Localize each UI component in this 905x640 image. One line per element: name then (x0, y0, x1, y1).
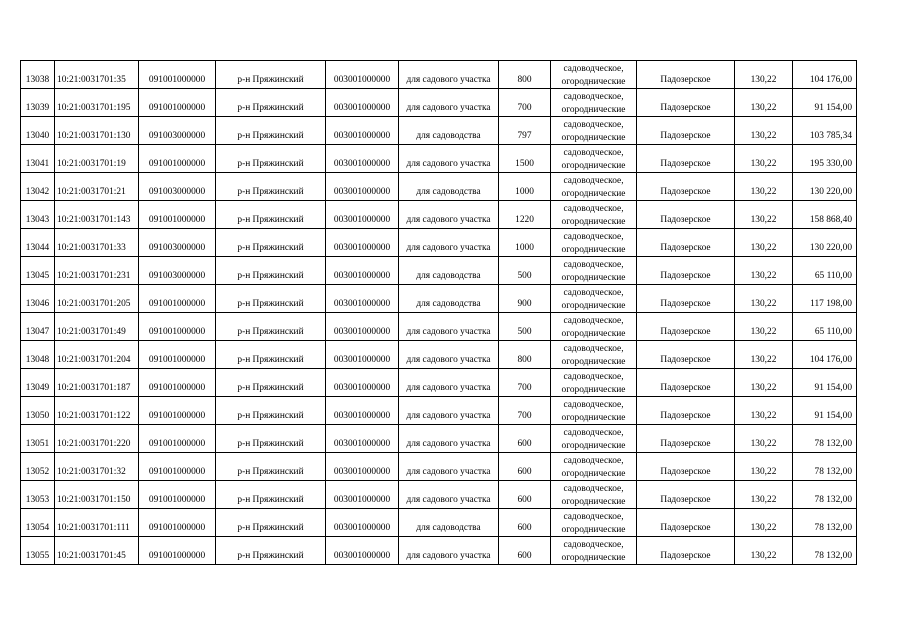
cell-row-number: 13038 (21, 61, 55, 89)
table-row (21, 285, 857, 313)
cell-okato-code: 091001000000 (139, 89, 216, 117)
cell-okato-code: 091001000000 (139, 509, 216, 537)
table-row (21, 369, 857, 397)
cell-settlement: Падозерское (637, 397, 735, 425)
table-row (21, 173, 857, 201)
cell-permitted-use: для садового участка (399, 537, 499, 565)
cell-permitted-use: для садового участка (399, 453, 499, 481)
table-row (21, 425, 857, 453)
cell-okato-code: 091003000000 (139, 117, 216, 145)
cell-cadastral-number: 10:21:0031701:195 (55, 89, 139, 117)
cell-row-number: 13043 (21, 201, 55, 229)
cell-category-code: 003001000000 (326, 229, 399, 257)
cell-district: р-н Пряжинский (216, 537, 326, 565)
cell-district: р-н Пряжинский (216, 481, 326, 509)
cell-cadastral-number: 10:21:0031701:130 (55, 117, 139, 145)
cell-row-number: 13054 (21, 509, 55, 537)
cell-cadastral-value: 130 220,00 (793, 173, 857, 201)
cell-land-category (551, 89, 637, 117)
cell-land-category (551, 145, 637, 173)
table-row (21, 313, 857, 341)
cell-land-category (551, 425, 637, 453)
cell-area: 600 (499, 481, 551, 509)
cell-settlement: Падозерское (637, 61, 735, 89)
cell-category-code: 003001000000 (326, 481, 399, 509)
land-category-line-2: огороднические (561, 384, 626, 395)
land-category-line-2: огороднические (561, 160, 626, 171)
table-row (21, 257, 857, 285)
land-category-line-1: садоводческое, (563, 512, 624, 522)
cell-cadastral-number: 10:21:0031701:143 (55, 201, 139, 229)
cell-category-code: 003001000000 (326, 453, 399, 481)
cell-cadastral-number: 10:21:0031701:231 (55, 257, 139, 285)
cell-cadastral-number: 10:21:0031701:205 (55, 285, 139, 313)
cell-cadastral-number: 10:21:0031701:187 (55, 369, 139, 397)
table-row (21, 453, 857, 481)
land-category-line-2: огороднические (561, 216, 626, 227)
cell-area: 1000 (499, 229, 551, 257)
land-category-line-2: огороднические (561, 300, 626, 311)
cell-district: р-н Пряжинский (216, 257, 326, 285)
cell-cadastral-rate: 130,22 (735, 509, 793, 537)
cell-settlement: Падозерское (637, 173, 735, 201)
table-row (21, 341, 857, 369)
cell-area: 600 (499, 425, 551, 453)
cell-settlement: Падозерское (637, 369, 735, 397)
land-category-line-2: огороднические (561, 552, 626, 563)
cell-category-code: 003001000000 (326, 257, 399, 285)
cell-cadastral-value: 103 785,34 (793, 117, 857, 145)
land-category-line-2: огороднические (561, 328, 626, 339)
table-row (21, 537, 857, 565)
cell-district: р-н Пряжинский (216, 313, 326, 341)
cell-district: р-н Пряжинский (216, 425, 326, 453)
cell-area: 700 (499, 369, 551, 397)
land-category-line-1: садоводческое, (563, 316, 624, 326)
cell-land-category (551, 481, 637, 509)
cell-okato-code: 091001000000 (139, 453, 216, 481)
cell-cadastral-value: 130 220,00 (793, 229, 857, 257)
cell-district: р-н Пряжинский (216, 341, 326, 369)
cell-okato-code: 091001000000 (139, 61, 216, 89)
cell-permitted-use: для садового участка (399, 425, 499, 453)
cell-district: р-н Пряжинский (216, 397, 326, 425)
land-category-line-1: садоводческое, (563, 372, 624, 382)
cell-okato-code: 091001000000 (139, 481, 216, 509)
cell-cadastral-number: 10:21:0031701:35 (55, 61, 139, 89)
cell-settlement: Падозерское (637, 537, 735, 565)
cell-area: 1220 (499, 201, 551, 229)
land-category-line-2: огороднические (561, 76, 626, 87)
cell-cadastral-rate: 130,22 (735, 285, 793, 313)
cell-cadastral-value: 104 176,00 (793, 61, 857, 89)
cell-district: р-н Пряжинский (216, 285, 326, 313)
land-category-line-2: огороднические (561, 132, 626, 143)
cell-cadastral-number: 10:21:0031701:33 (55, 229, 139, 257)
cell-category-code: 003001000000 (326, 117, 399, 145)
table-row (21, 229, 857, 257)
cell-permitted-use: для садового участка (399, 369, 499, 397)
cell-okato-code: 091001000000 (139, 313, 216, 341)
cell-row-number: 13042 (21, 173, 55, 201)
cell-category-code: 003001000000 (326, 341, 399, 369)
cell-row-number: 13053 (21, 481, 55, 509)
cell-land-category (551, 229, 637, 257)
cell-district: р-н Пряжинский (216, 453, 326, 481)
land-category-line-1: садоводческое, (563, 64, 624, 74)
cell-area: 700 (499, 397, 551, 425)
cell-cadastral-number: 10:21:0031701:32 (55, 453, 139, 481)
cell-permitted-use: для садового участка (399, 61, 499, 89)
cell-district: р-н Пряжинский (216, 229, 326, 257)
land-parcel-table (20, 60, 857, 565)
cell-cadastral-rate: 130,22 (735, 341, 793, 369)
cell-settlement: Падозерское (637, 285, 735, 313)
cell-area: 800 (499, 61, 551, 89)
cell-cadastral-number: 10:21:0031701:49 (55, 313, 139, 341)
cell-district: р-н Пряжинский (216, 201, 326, 229)
cell-settlement: Падозерское (637, 89, 735, 117)
cell-district: р-н Пряжинский (216, 117, 326, 145)
land-category-line-1: садоводческое, (563, 92, 624, 102)
cell-category-code: 003001000000 (326, 425, 399, 453)
land-category-line-1: садоводческое, (563, 540, 624, 550)
cell-cadastral-rate: 130,22 (735, 173, 793, 201)
land-category-line-2: огороднические (561, 440, 626, 451)
cell-okato-code: 091001000000 (139, 369, 216, 397)
cell-cadastral-number: 10:21:0031701:45 (55, 537, 139, 565)
cell-area: 800 (499, 341, 551, 369)
cell-district: р-н Пряжинский (216, 89, 326, 117)
table-row (21, 117, 857, 145)
cell-cadastral-rate: 130,22 (735, 145, 793, 173)
table-row (21, 397, 857, 425)
cell-area: 700 (499, 89, 551, 117)
cell-cadastral-number: 10:21:0031701:21 (55, 173, 139, 201)
cell-okato-code: 091001000000 (139, 397, 216, 425)
cell-cadastral-value: 78 132,00 (793, 537, 857, 565)
cell-category-code: 003001000000 (326, 285, 399, 313)
cell-permitted-use: для садового участка (399, 229, 499, 257)
cell-district: р-н Пряжинский (216, 61, 326, 89)
cell-permitted-use: для садового участка (399, 145, 499, 173)
cell-category-code: 003001000000 (326, 537, 399, 565)
cell-category-code: 003001000000 (326, 509, 399, 537)
cell-cadastral-rate: 130,22 (735, 61, 793, 89)
cell-district: р-н Пряжинский (216, 509, 326, 537)
cell-row-number: 13046 (21, 285, 55, 313)
cell-cadastral-value: 104 176,00 (793, 341, 857, 369)
cell-permitted-use: для садового участка (399, 313, 499, 341)
cell-area: 797 (499, 117, 551, 145)
cell-permitted-use: для садового участка (399, 89, 499, 117)
land-category-line-2: огороднические (561, 468, 626, 479)
cell-okato-code: 091003000000 (139, 229, 216, 257)
table-row (21, 201, 857, 229)
cell-cadastral-number: 10:21:0031701:111 (55, 509, 139, 537)
cell-land-category (551, 453, 637, 481)
land-category-line-2: огороднические (561, 188, 626, 199)
cell-land-category (551, 173, 637, 201)
table-row (21, 89, 857, 117)
cell-row-number: 13039 (21, 89, 55, 117)
land-category-line-1: садоводческое, (563, 232, 624, 242)
cell-land-category (551, 285, 637, 313)
cell-district: р-н Пряжинский (216, 173, 326, 201)
cell-land-category (551, 341, 637, 369)
cell-settlement: Падозерское (637, 201, 735, 229)
cell-okato-code: 091001000000 (139, 285, 216, 313)
cell-category-code: 003001000000 (326, 89, 399, 117)
cell-permitted-use: для садового участка (399, 481, 499, 509)
cell-permitted-use: для садоводства (399, 117, 499, 145)
cell-land-category (551, 201, 637, 229)
cell-district: р-н Пряжинский (216, 369, 326, 397)
land-category-line-1: садоводческое, (563, 260, 624, 270)
cell-category-code: 003001000000 (326, 201, 399, 229)
cell-category-code: 003001000000 (326, 369, 399, 397)
cell-settlement: Падозерское (637, 453, 735, 481)
cell-cadastral-number: 10:21:0031701:204 (55, 341, 139, 369)
cell-cadastral-rate: 130,22 (735, 453, 793, 481)
cell-cadastral-value: 65 110,00 (793, 313, 857, 341)
cell-cadastral-number: 10:21:0031701:150 (55, 481, 139, 509)
cell-land-category (551, 369, 637, 397)
cell-area: 1000 (499, 173, 551, 201)
land-category-line-2: огороднические (561, 524, 626, 535)
cell-cadastral-rate: 130,22 (735, 229, 793, 257)
cell-land-category (551, 313, 637, 341)
cell-cadastral-rate: 130,22 (735, 537, 793, 565)
land-category-line-1: садоводческое, (563, 148, 624, 158)
land-category-line-1: садоводческое, (563, 344, 624, 354)
table-row (21, 509, 857, 537)
cell-land-category (551, 257, 637, 285)
cell-area: 500 (499, 313, 551, 341)
land-category-line-2: огороднические (561, 104, 626, 115)
cell-area: 600 (499, 453, 551, 481)
cell-settlement: Падозерское (637, 481, 735, 509)
cell-cadastral-rate: 130,22 (735, 117, 793, 145)
land-category-line-1: садоводческое, (563, 400, 624, 410)
cell-cadastral-number: 10:21:0031701:122 (55, 397, 139, 425)
cell-cadastral-value: 78 132,00 (793, 481, 857, 509)
land-category-line-1: садоводческое, (563, 120, 624, 130)
cell-settlement: Падозерское (637, 313, 735, 341)
cell-settlement: Падозерское (637, 229, 735, 257)
cell-permitted-use: для садового участка (399, 201, 499, 229)
cell-okato-code: 091001000000 (139, 201, 216, 229)
cell-category-code: 003001000000 (326, 145, 399, 173)
land-category-line-1: садоводческое, (563, 176, 624, 186)
cell-category-code: 003001000000 (326, 173, 399, 201)
cell-cadastral-value: 78 132,00 (793, 509, 857, 537)
land-category-line-1: садоводческое, (563, 456, 624, 466)
cell-area: 1500 (499, 145, 551, 173)
cell-district: р-н Пряжинский (216, 145, 326, 173)
land-category-line-2: огороднические (561, 496, 626, 507)
land-category-line-1: садоводческое, (563, 204, 624, 214)
cell-okato-code: 091003000000 (139, 173, 216, 201)
cell-row-number: 13045 (21, 257, 55, 285)
cell-cadastral-value: 195 330,00 (793, 145, 857, 173)
cell-row-number: 13051 (21, 425, 55, 453)
cell-cadastral-rate: 130,22 (735, 201, 793, 229)
cell-settlement: Падозерское (637, 257, 735, 285)
cell-cadastral-value: 91 154,00 (793, 369, 857, 397)
land-category-line-2: огороднические (561, 412, 626, 423)
cell-cadastral-value: 91 154,00 (793, 397, 857, 425)
cell-settlement: Падозерское (637, 145, 735, 173)
cell-cadastral-rate: 130,22 (735, 313, 793, 341)
cell-cadastral-number: 10:21:0031701:19 (55, 145, 139, 173)
cell-row-number: 13044 (21, 229, 55, 257)
table-row (21, 481, 857, 509)
cell-cadastral-value: 91 154,00 (793, 89, 857, 117)
cell-permitted-use: для садоводства (399, 257, 499, 285)
land-category-line-1: садоводческое, (563, 288, 624, 298)
cell-okato-code: 091001000000 (139, 425, 216, 453)
cell-cadastral-value: 117 198,00 (793, 285, 857, 313)
cell-okato-code: 091001000000 (139, 341, 216, 369)
cell-settlement: Падозерское (637, 117, 735, 145)
cell-cadastral-number: 10:21:0031701:220 (55, 425, 139, 453)
cell-land-category (551, 537, 637, 565)
cell-okato-code: 091001000000 (139, 537, 216, 565)
land-category-line-1: садоводческое, (563, 484, 624, 494)
cell-okato-code: 091003000000 (139, 257, 216, 285)
cell-settlement: Падозерское (637, 425, 735, 453)
cell-row-number: 13049 (21, 369, 55, 397)
cell-land-category (551, 509, 637, 537)
cell-area: 600 (499, 509, 551, 537)
cell-permitted-use: для садоводства (399, 509, 499, 537)
cell-category-code: 003001000000 (326, 397, 399, 425)
cell-cadastral-value: 65 110,00 (793, 257, 857, 285)
cell-category-code: 003001000000 (326, 313, 399, 341)
cell-row-number: 13055 (21, 537, 55, 565)
cell-area: 900 (499, 285, 551, 313)
cell-cadastral-rate: 130,22 (735, 397, 793, 425)
cell-row-number: 13041 (21, 145, 55, 173)
cell-area: 500 (499, 257, 551, 285)
cell-settlement: Падозерское (637, 341, 735, 369)
cell-settlement: Падозерское (637, 509, 735, 537)
land-category-line-2: огороднические (561, 272, 626, 283)
cell-land-category (551, 117, 637, 145)
land-category-line-2: огороднические (561, 356, 626, 367)
cell-permitted-use: для садового участка (399, 397, 499, 425)
cell-row-number: 13052 (21, 453, 55, 481)
land-category-line-1: садоводческое, (563, 428, 624, 438)
table-row (21, 61, 857, 89)
table-row (21, 145, 857, 173)
cell-permitted-use: для садоводства (399, 173, 499, 201)
cell-cadastral-value: 158 868,40 (793, 201, 857, 229)
cell-row-number: 13040 (21, 117, 55, 145)
land-category-line-2: огороднические (561, 244, 626, 255)
cell-row-number: 13047 (21, 313, 55, 341)
cell-cadastral-rate: 130,22 (735, 369, 793, 397)
cell-cadastral-rate: 130,22 (735, 89, 793, 117)
cell-cadastral-rate: 130,22 (735, 481, 793, 509)
cell-category-code: 003001000000 (326, 61, 399, 89)
cell-land-category (551, 61, 637, 89)
cell-permitted-use: для садоводства (399, 285, 499, 313)
cell-okato-code: 091001000000 (139, 145, 216, 173)
cell-row-number: 13048 (21, 341, 55, 369)
cell-row-number: 13050 (21, 397, 55, 425)
cell-cadastral-rate: 130,22 (735, 425, 793, 453)
cell-land-category (551, 397, 637, 425)
cell-area: 600 (499, 537, 551, 565)
cell-permitted-use: для садового участка (399, 341, 499, 369)
cell-cadastral-value: 78 132,00 (793, 453, 857, 481)
cell-cadastral-value: 78 132,00 (793, 425, 857, 453)
cell-cadastral-rate: 130,22 (735, 257, 793, 285)
